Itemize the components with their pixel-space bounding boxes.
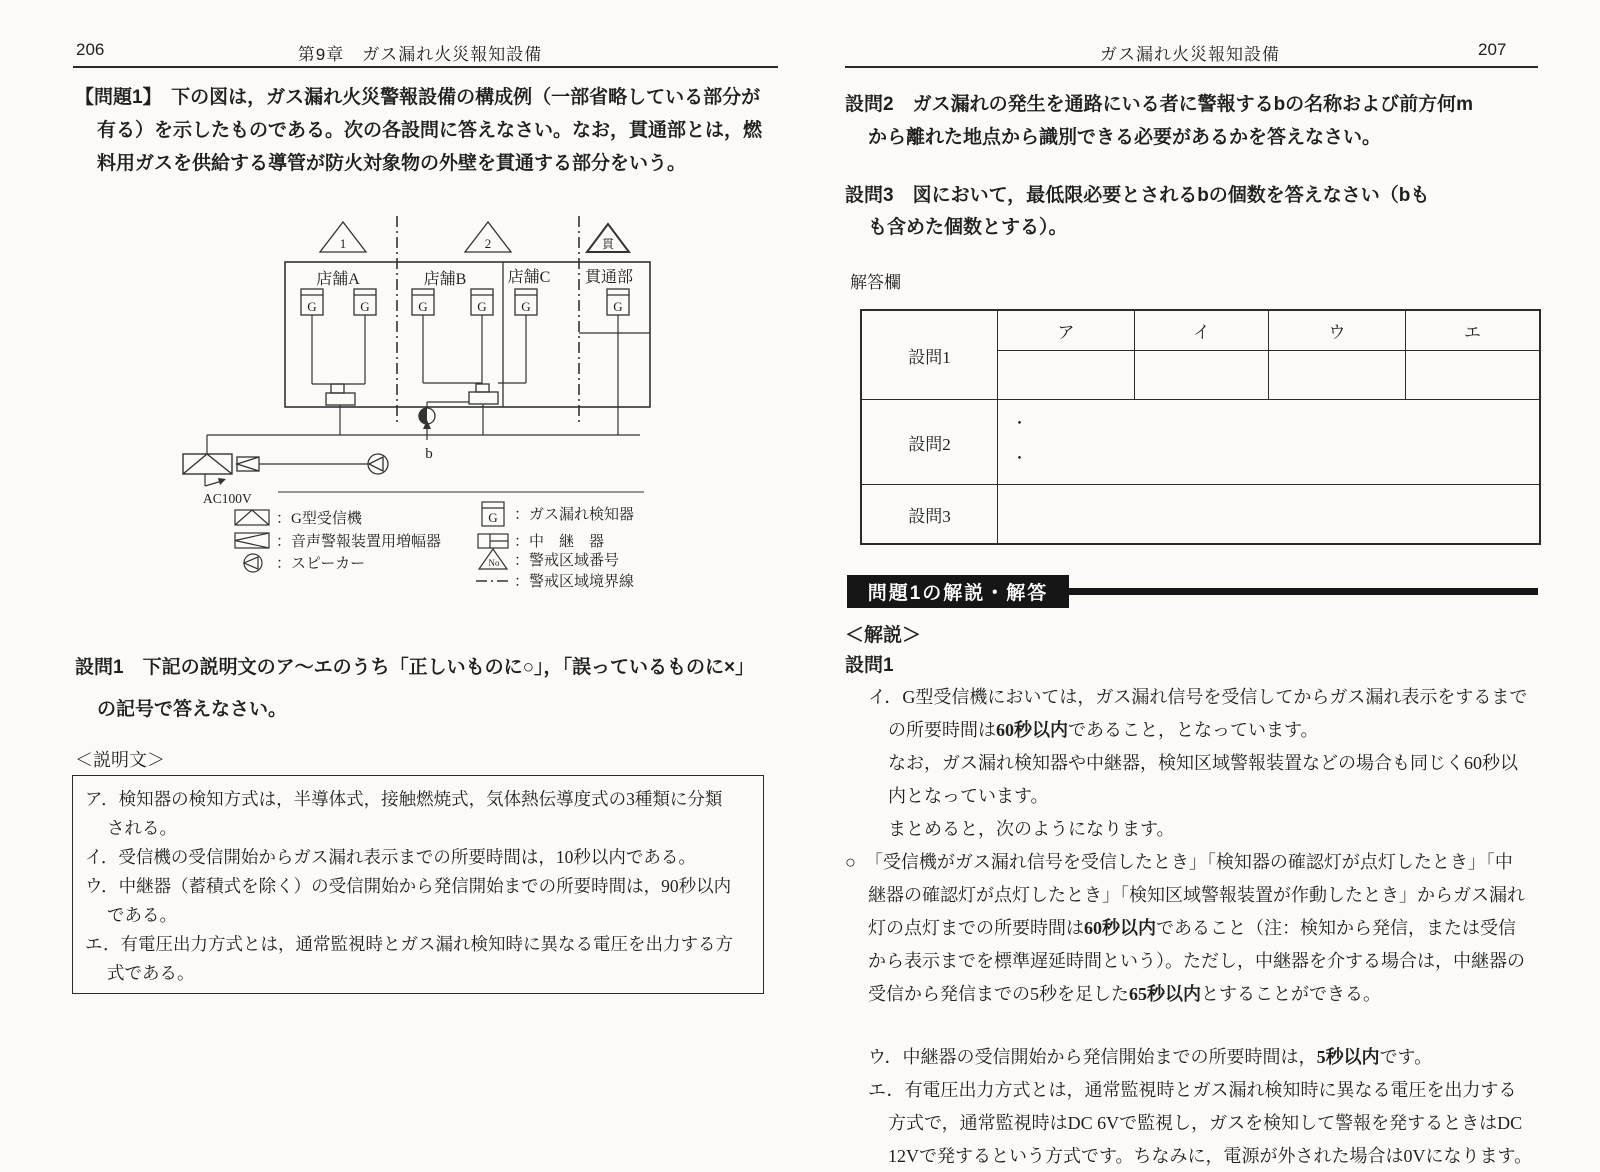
relay-shop-b — [469, 384, 498, 404]
solution-line: から表示までを標準遅延時間という）。ただし，中継器を介する場合は，中継器の — [868, 951, 1525, 971]
question2-line2: から離れた地点から識別できる必要があるかを答えなさい。 — [868, 127, 1382, 148]
answer-table — [860, 309, 1541, 545]
box-line-e2: 式である。 — [107, 963, 195, 983]
answer-cell-q2 — [997, 399, 1539, 484]
solution-line: 継器の確認灯が点灯したとき」「検知区域警報装置が作動したとき」からガス漏れ — [868, 885, 1525, 905]
detector-letter: G — [307, 299, 317, 314]
question3-line1: 設問3 図において，最低限必要とされるbの個数を答えなさい（bも — [845, 185, 1430, 206]
setsumeibun-heading: ＜説明文＞ — [75, 750, 165, 770]
detector-letter: G — [613, 299, 623, 314]
solution-line: 受信から発信までの5秒を足した65秒以内とすることができる。 — [868, 984, 1381, 1004]
box-line-a1: ア．検知器の検知方式は，半導体式，接触燃焼式，気体熱伝導度式の3種類に分類 — [85, 789, 723, 809]
box-line-a2: される。 — [107, 818, 177, 838]
legend-zone-number-label: ：警戒区域番号 — [514, 553, 620, 569]
right-page-number: 207 — [1478, 40, 1507, 59]
question3-line2: も含めた個数とする）。 — [868, 217, 1068, 238]
question2-line1: 設問2 ガス漏れの発生を通路にいる者に警報するbの名称および前方何m — [845, 94, 1474, 115]
solution-sub-heading: 設問1 — [845, 655, 894, 676]
box-line-u1: ウ．中継器（蓄積式を除く）の受信開始から発信開始までの所要時間は，90秒以内 — [85, 876, 732, 896]
left-header-rule — [73, 66, 778, 68]
legend-relay-label: ：中 継 器 — [514, 534, 605, 550]
col-header-e: エ — [1405, 311, 1539, 350]
power-label: AC100V — [203, 491, 252, 506]
legend-boundary-label: ：警戒区域境界線 — [514, 574, 635, 590]
banner-rule — [1069, 588, 1538, 595]
box-line-u2: である。 — [107, 905, 177, 925]
question1-line1: 設問1 下記の説明文のア～エのうち「正しいものに○」，「誤っているものに×」 — [75, 657, 755, 678]
main-bus-line — [207, 435, 640, 454]
zone-label-shop-b: 店舗B — [423, 271, 467, 288]
left-chapter-header: 第9章 ガス漏れ火災報知設備 — [297, 45, 543, 64]
voice-alarm-amplifier — [237, 457, 368, 471]
answer-cell-q1-i — [1134, 350, 1268, 399]
answer-area-label: 解答欄 — [850, 273, 901, 292]
answer-cell-q1-a — [997, 350, 1134, 399]
legend-detector-letter: G — [488, 510, 498, 525]
legend-receiver-symbol — [235, 510, 269, 525]
problem1-line2: 有る）を示したものである。次の各設問に答えなさい。なお，貫通部とは，燃 — [97, 120, 763, 141]
zone-label-shop-c: 店舗C — [507, 269, 551, 286]
kaisetsu-heading: ＜解説＞ — [845, 625, 922, 646]
g-type-receiver — [183, 454, 232, 486]
legend-no-text: No — [488, 558, 500, 568]
right-header-rule — [845, 66, 1538, 68]
power-arrow — [218, 478, 226, 485]
zone1-number: 1 — [339, 236, 347, 251]
solution-line: イ．G型受信機においては，ガス漏れ信号を受信してからガス漏れ表示をするまで — [868, 687, 1528, 707]
zone-label-shop-a: 店舗A — [316, 271, 360, 288]
problem1-line3: 料用ガスを供給する導管が防火対象物の外壁を貫通する部分をいう。 — [97, 153, 687, 174]
solution-line: ○ 「受信機がガス漏れ信号を受信したとき」「検知器の確認灯が点灯したとき」「中 — [845, 852, 1513, 872]
answer-cell-q1-e — [1405, 350, 1539, 399]
wiring — [207, 315, 650, 492]
detector-letter: G — [418, 299, 428, 314]
legend-relay-symbol — [478, 534, 508, 548]
row-label-q2: 設問2 — [862, 399, 997, 484]
zone2-number: 2 — [484, 236, 492, 251]
solution-line: の所要時間は60秒以内であること，となっています。 — [888, 720, 1319, 740]
solution-line: エ．有電圧出力方式とは，通常監視時とガス漏れ検知時に異なる電圧を出力する — [868, 1080, 1517, 1100]
box-line-i: イ．受信機の受信開始からガス漏れ表示までの所要時間は，10秒以内である。 — [85, 847, 696, 867]
solution-line: 内となっています。 — [888, 786, 1049, 806]
legend-amplifier-symbol — [235, 533, 269, 548]
solution-line: 方式で，通常監視時はDC 6Vで監視し，ガスを検知して警報を発するときはDC — [888, 1113, 1523, 1133]
gas-leak-system-diagram — [150, 202, 710, 594]
col-header-a: ア — [997, 311, 1134, 350]
setsumeibun-box — [72, 775, 764, 994]
left-page-number: 206 — [76, 40, 105, 59]
solution-line: まとめると，次のようになります。 — [888, 819, 1175, 839]
speaker-b-label: b — [425, 446, 433, 462]
detector-letter: G — [521, 299, 531, 314]
col-header-i: イ — [1134, 311, 1268, 350]
solution-line: 灯の点灯までの所要時間は60秒以内であること（注：検知から発信，または受信 — [868, 918, 1516, 938]
legend-speaker-label: ：スピーカー — [276, 556, 366, 572]
speaker — [368, 454, 388, 474]
detector-letter: G — [477, 299, 487, 314]
q2-bullet: ・ — [1012, 416, 1028, 432]
solution-line: なお，ガス漏れ検知器や中継器，検知区域警報装置などの場合も同じく60秒以 — [888, 753, 1518, 773]
legend-receiver-label: ：G型受信機 — [276, 511, 362, 527]
q2-bullet: ・ — [1012, 451, 1028, 467]
box-line-e1: エ．有電圧出力方式とは，通常監視時とガス漏れ検知時に異なる電圧を出力する方 — [85, 934, 734, 954]
right-chapter-header: ガス漏れ火災報知設備 — [1100, 45, 1280, 64]
question1-line2: の記号で答えなさい。 — [97, 699, 288, 720]
answer-cell-q3 — [997, 484, 1539, 543]
solution-line: ウ．中継器の受信開始から発信開始までの所要時間は，5秒以内です。 — [868, 1047, 1433, 1067]
legend-detector-label: ：ガス漏れ検知器 — [514, 507, 635, 523]
legend-speaker-symbol — [244, 554, 262, 572]
penetration-mark: 貫 — [601, 237, 615, 251]
col-header-u: ウ — [1268, 311, 1405, 350]
problem1-line1: 【問題1】 下の図は，ガス漏れ火災警報設備の構成例（一部省略している部分が — [75, 87, 761, 108]
answer-cell-q1-u — [1268, 350, 1405, 399]
legend-amplifier-label: ：音声警報装置用増幅器 — [276, 534, 442, 550]
zone-label-penetration: 貫通部 — [584, 269, 634, 286]
solution-banner: 問題1の解説・解答 — [847, 575, 1069, 608]
row-label-q1: 設問1 — [908, 347, 951, 367]
detector-letter: G — [360, 299, 370, 314]
relay-shop-a — [326, 384, 355, 405]
solution-line: 12Vで発するという方式です。ちなみに，電源が外された場合は0Vになります。 — [888, 1146, 1533, 1166]
row-label-q3: 設問3 — [862, 484, 997, 543]
